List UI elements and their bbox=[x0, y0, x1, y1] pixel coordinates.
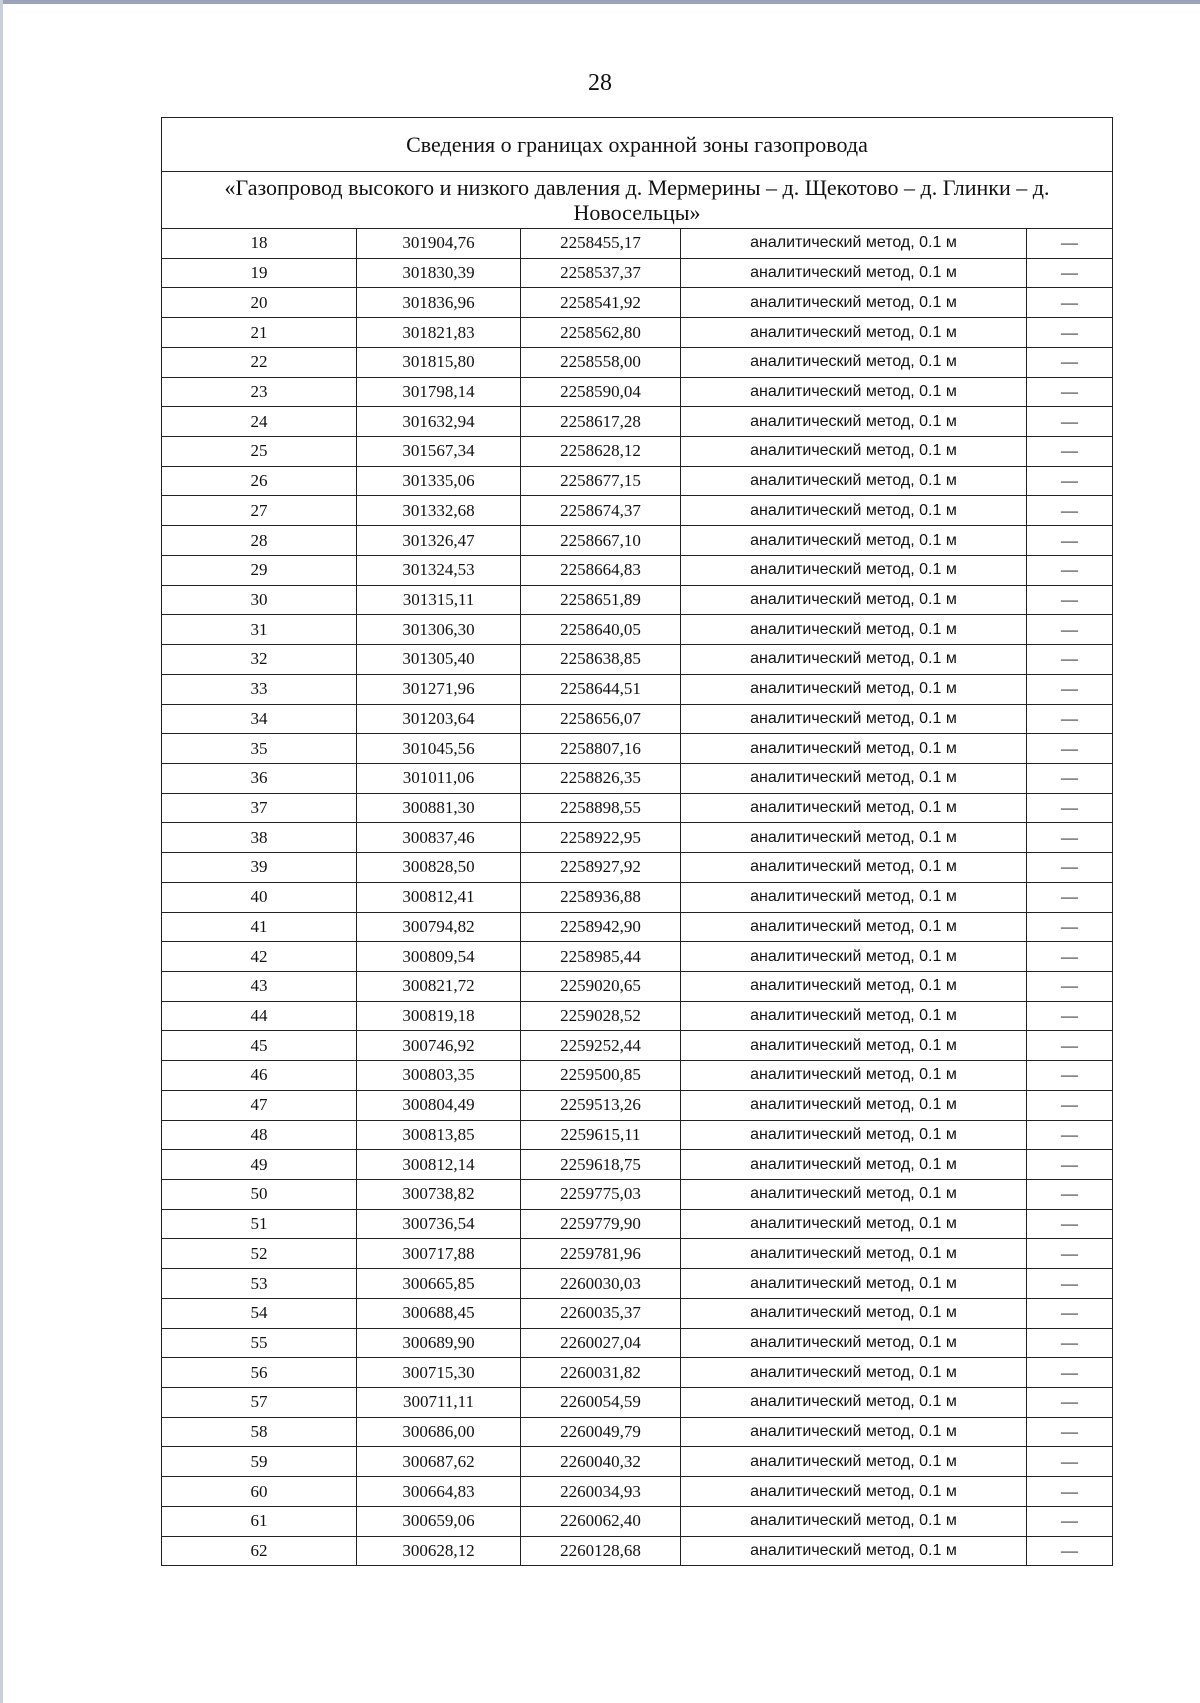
x-coordinate-cell: 300628,12 bbox=[357, 1536, 521, 1566]
method-cell: аналитический метод, 0.1 м bbox=[681, 1477, 1027, 1507]
table-row bbox=[162, 407, 1113, 437]
point-number-cell: 47 bbox=[162, 1090, 357, 1120]
method-cell: аналитический метод, 0.1 м bbox=[681, 318, 1027, 348]
table-row bbox=[162, 466, 1113, 496]
x-coordinate-cell: 300717,88 bbox=[357, 1239, 521, 1269]
x-coordinate-cell: 300837,46 bbox=[357, 823, 521, 853]
y-coordinate-cell: 2258927,92 bbox=[521, 853, 681, 883]
method-cell: аналитический метод, 0.1 м bbox=[681, 823, 1027, 853]
y-coordinate-cell: 2258644,51 bbox=[521, 674, 681, 704]
table-row bbox=[162, 1358, 1113, 1388]
y-coordinate-cell: 2258651,89 bbox=[521, 585, 681, 615]
x-coordinate-cell: 301830,39 bbox=[357, 258, 521, 288]
point-number-cell: 23 bbox=[162, 377, 357, 407]
note-cell: — bbox=[1027, 1477, 1113, 1507]
method-cell: аналитический метод, 0.1 м bbox=[681, 526, 1027, 556]
point-number-cell: 33 bbox=[162, 674, 357, 704]
y-coordinate-cell: 2258562,80 bbox=[521, 318, 681, 348]
method-cell: аналитический метод, 0.1 м bbox=[681, 1358, 1027, 1388]
note-cell: — bbox=[1027, 645, 1113, 675]
table-row bbox=[162, 1090, 1113, 1120]
point-number-cell: 43 bbox=[162, 971, 357, 1001]
point-number-cell: 45 bbox=[162, 1031, 357, 1061]
y-coordinate-cell: 2259781,96 bbox=[521, 1239, 681, 1269]
table-row bbox=[162, 496, 1113, 526]
point-number-cell: 53 bbox=[162, 1269, 357, 1299]
table-row bbox=[162, 1180, 1113, 1210]
y-coordinate-cell: 2259252,44 bbox=[521, 1031, 681, 1061]
note-cell: — bbox=[1027, 763, 1113, 793]
x-coordinate-cell: 301045,56 bbox=[357, 734, 521, 764]
y-coordinate-cell: 2259020,65 bbox=[521, 971, 681, 1001]
y-coordinate-cell: 2258558,00 bbox=[521, 347, 681, 377]
x-coordinate-cell: 301567,34 bbox=[357, 437, 521, 467]
table-row bbox=[162, 1120, 1113, 1150]
method-cell: аналитический метод, 0.1 м bbox=[681, 1447, 1027, 1477]
y-coordinate-cell: 2259028,52 bbox=[521, 1001, 681, 1031]
point-number-cell: 42 bbox=[162, 942, 357, 972]
x-coordinate-cell: 300809,54 bbox=[357, 942, 521, 972]
point-number-cell: 48 bbox=[162, 1120, 357, 1150]
y-coordinate-cell: 2260031,82 bbox=[521, 1358, 681, 1388]
table-row bbox=[162, 377, 1113, 407]
x-coordinate-cell: 300689,90 bbox=[357, 1328, 521, 1358]
note-cell: — bbox=[1027, 555, 1113, 585]
y-coordinate-cell: 2258590,04 bbox=[521, 377, 681, 407]
table-row bbox=[162, 585, 1113, 615]
x-coordinate-cell: 300736,54 bbox=[357, 1209, 521, 1239]
table-row bbox=[162, 615, 1113, 645]
method-cell: аналитический метод, 0.1 м bbox=[681, 1031, 1027, 1061]
method-cell: аналитический метод, 0.1 м bbox=[681, 1417, 1027, 1447]
x-coordinate-cell: 300687,62 bbox=[357, 1447, 521, 1477]
table-row bbox=[162, 793, 1113, 823]
note-cell: — bbox=[1027, 526, 1113, 556]
x-coordinate-cell: 301203,64 bbox=[357, 704, 521, 734]
method-cell: аналитический метод, 0.1 м bbox=[681, 1209, 1027, 1239]
method-cell: аналитический метод, 0.1 м bbox=[681, 793, 1027, 823]
point-number-cell: 32 bbox=[162, 645, 357, 675]
method-cell: аналитический метод, 0.1 м bbox=[681, 1001, 1027, 1031]
point-number-cell: 22 bbox=[162, 347, 357, 377]
point-number-cell: 35 bbox=[162, 734, 357, 764]
table-row bbox=[162, 318, 1113, 348]
y-coordinate-cell: 2258628,12 bbox=[521, 437, 681, 467]
scan-edge-top bbox=[0, 0, 1200, 4]
point-number-cell: 26 bbox=[162, 466, 357, 496]
point-number-cell: 51 bbox=[162, 1209, 357, 1239]
method-cell: аналитический метод, 0.1 м bbox=[681, 763, 1027, 793]
note-cell: — bbox=[1027, 1328, 1113, 1358]
method-cell: аналитический метод, 0.1 м bbox=[681, 942, 1027, 972]
note-cell: — bbox=[1027, 615, 1113, 645]
y-coordinate-cell: 2260030,03 bbox=[521, 1269, 681, 1299]
table-row bbox=[162, 1417, 1113, 1447]
note-cell: — bbox=[1027, 1031, 1113, 1061]
x-coordinate-cell: 300821,72 bbox=[357, 971, 521, 1001]
method-cell: аналитический метод, 0.1 м bbox=[681, 347, 1027, 377]
y-coordinate-cell: 2259618,75 bbox=[521, 1150, 681, 1180]
table-row bbox=[162, 1328, 1113, 1358]
x-coordinate-cell: 300665,85 bbox=[357, 1269, 521, 1299]
note-cell: — bbox=[1027, 912, 1113, 942]
y-coordinate-cell: 2260062,40 bbox=[521, 1506, 681, 1536]
point-number-cell: 62 bbox=[162, 1536, 357, 1566]
x-coordinate-cell: 301821,83 bbox=[357, 318, 521, 348]
point-number-cell: 61 bbox=[162, 1506, 357, 1536]
note-cell: — bbox=[1027, 1506, 1113, 1536]
table-row bbox=[162, 1209, 1113, 1239]
x-coordinate-cell: 301836,96 bbox=[357, 288, 521, 318]
x-coordinate-cell: 300813,85 bbox=[357, 1120, 521, 1150]
x-coordinate-cell: 300804,49 bbox=[357, 1090, 521, 1120]
note-cell: — bbox=[1027, 704, 1113, 734]
y-coordinate-cell: 2258664,83 bbox=[521, 555, 681, 585]
note-cell: — bbox=[1027, 1180, 1113, 1210]
note-cell: — bbox=[1027, 1298, 1113, 1328]
table-row bbox=[162, 1001, 1113, 1031]
y-coordinate-cell: 2259500,85 bbox=[521, 1061, 681, 1091]
method-cell: аналитический метод, 0.1 м bbox=[681, 555, 1027, 585]
table-row bbox=[162, 258, 1113, 288]
table-row bbox=[162, 734, 1113, 764]
y-coordinate-cell: 2260054,59 bbox=[521, 1388, 681, 1418]
method-cell: аналитический метод, 0.1 м bbox=[681, 853, 1027, 883]
x-coordinate-cell: 300688,45 bbox=[357, 1298, 521, 1328]
y-coordinate-cell: 2260040,32 bbox=[521, 1447, 681, 1477]
method-cell: аналитический метод, 0.1 м bbox=[681, 437, 1027, 467]
point-number-cell: 50 bbox=[162, 1180, 357, 1210]
point-number-cell: 41 bbox=[162, 912, 357, 942]
note-cell: — bbox=[1027, 734, 1113, 764]
point-number-cell: 59 bbox=[162, 1447, 357, 1477]
method-cell: аналитический метод, 0.1 м bbox=[681, 1506, 1027, 1536]
note-cell: — bbox=[1027, 1061, 1113, 1091]
x-coordinate-cell: 300812,41 bbox=[357, 882, 521, 912]
method-cell: аналитический метод, 0.1 м bbox=[681, 1328, 1027, 1358]
point-number-cell: 40 bbox=[162, 882, 357, 912]
point-number-cell: 39 bbox=[162, 853, 357, 883]
note-cell: — bbox=[1027, 377, 1113, 407]
y-coordinate-cell: 2259513,26 bbox=[521, 1090, 681, 1120]
method-cell: аналитический метод, 0.1 м bbox=[681, 1120, 1027, 1150]
point-number-cell: 52 bbox=[162, 1239, 357, 1269]
point-number-cell: 21 bbox=[162, 318, 357, 348]
point-number-cell: 25 bbox=[162, 437, 357, 467]
method-cell: аналитический метод, 0.1 м bbox=[681, 288, 1027, 318]
note-cell: — bbox=[1027, 229, 1113, 259]
method-cell: аналитический метод, 0.1 м bbox=[681, 674, 1027, 704]
table-row bbox=[162, 288, 1113, 318]
x-coordinate-cell: 300659,06 bbox=[357, 1506, 521, 1536]
scan-edge-left bbox=[0, 0, 3, 1703]
note-cell: — bbox=[1027, 407, 1113, 437]
table-title: Сведения о границах охранной зоны газопровода bbox=[162, 118, 1113, 172]
point-number-cell: 46 bbox=[162, 1061, 357, 1091]
y-coordinate-cell: 2258617,28 bbox=[521, 407, 681, 437]
method-cell: аналитический метод, 0.1 м bbox=[681, 466, 1027, 496]
x-coordinate-cell: 300664,83 bbox=[357, 1477, 521, 1507]
y-coordinate-cell: 2258638,85 bbox=[521, 645, 681, 675]
method-cell: аналитический метод, 0.1 м bbox=[681, 1061, 1027, 1091]
y-coordinate-cell: 2258942,90 bbox=[521, 912, 681, 942]
y-coordinate-cell: 2258677,15 bbox=[521, 466, 681, 496]
note-cell: — bbox=[1027, 1417, 1113, 1447]
note-cell: — bbox=[1027, 1150, 1113, 1180]
table-row bbox=[162, 942, 1113, 972]
y-coordinate-cell: 2260034,93 bbox=[521, 1477, 681, 1507]
method-cell: аналитический метод, 0.1 м bbox=[681, 1090, 1027, 1120]
y-coordinate-cell: 2258898,55 bbox=[521, 793, 681, 823]
point-number-cell: 30 bbox=[162, 585, 357, 615]
x-coordinate-cell: 300738,82 bbox=[357, 1180, 521, 1210]
point-number-cell: 49 bbox=[162, 1150, 357, 1180]
note-cell: — bbox=[1027, 853, 1113, 883]
note-cell: — bbox=[1027, 1001, 1113, 1031]
table-row bbox=[162, 823, 1113, 853]
point-number-cell: 56 bbox=[162, 1358, 357, 1388]
method-cell: аналитический метод, 0.1 м bbox=[681, 1298, 1027, 1328]
x-coordinate-cell: 300746,92 bbox=[357, 1031, 521, 1061]
point-number-cell: 19 bbox=[162, 258, 357, 288]
table-row bbox=[162, 1269, 1113, 1299]
table-subtitle: «Газопровод высокого и низкого давления д. Мермерины – д. Щекотово – д. Глинки – д. Новосельцы» bbox=[162, 172, 1113, 229]
note-cell: — bbox=[1027, 258, 1113, 288]
note-cell: — bbox=[1027, 347, 1113, 377]
table-row bbox=[162, 1447, 1113, 1477]
point-number-cell: 58 bbox=[162, 1417, 357, 1447]
y-coordinate-cell: 2258640,05 bbox=[521, 615, 681, 645]
y-coordinate-cell: 2258826,35 bbox=[521, 763, 681, 793]
note-cell: — bbox=[1027, 1209, 1113, 1239]
method-cell: аналитический метод, 0.1 м bbox=[681, 1239, 1027, 1269]
x-coordinate-cell: 301326,47 bbox=[357, 526, 521, 556]
note-cell: — bbox=[1027, 318, 1113, 348]
point-number-cell: 34 bbox=[162, 704, 357, 734]
table-row bbox=[162, 1239, 1113, 1269]
point-number-cell: 29 bbox=[162, 555, 357, 585]
note-cell: — bbox=[1027, 585, 1113, 615]
table-row bbox=[162, 1061, 1113, 1091]
note-cell: — bbox=[1027, 823, 1113, 853]
point-number-cell: 37 bbox=[162, 793, 357, 823]
x-coordinate-cell: 300794,82 bbox=[357, 912, 521, 942]
method-cell: аналитический метод, 0.1 м bbox=[681, 407, 1027, 437]
note-cell: — bbox=[1027, 1447, 1113, 1477]
note-cell: — bbox=[1027, 793, 1113, 823]
point-number-cell: 31 bbox=[162, 615, 357, 645]
method-cell: аналитический метод, 0.1 м bbox=[681, 229, 1027, 259]
x-coordinate-cell: 301305,40 bbox=[357, 645, 521, 675]
x-coordinate-cell: 301632,94 bbox=[357, 407, 521, 437]
method-cell: аналитический метод, 0.1 м bbox=[681, 704, 1027, 734]
table-row bbox=[162, 526, 1113, 556]
table-row bbox=[162, 971, 1113, 1001]
method-cell: аналитический метод, 0.1 м bbox=[681, 645, 1027, 675]
note-cell: — bbox=[1027, 1269, 1113, 1299]
table-row bbox=[162, 704, 1113, 734]
point-number-cell: 24 bbox=[162, 407, 357, 437]
table-row bbox=[162, 229, 1113, 259]
note-cell: — bbox=[1027, 1090, 1113, 1120]
method-cell: аналитический метод, 0.1 м bbox=[681, 496, 1027, 526]
note-cell: — bbox=[1027, 496, 1113, 526]
y-coordinate-cell: 2258936,88 bbox=[521, 882, 681, 912]
method-cell: аналитический метод, 0.1 м bbox=[681, 615, 1027, 645]
note-cell: — bbox=[1027, 942, 1113, 972]
method-cell: аналитический метод, 0.1 м bbox=[681, 585, 1027, 615]
note-cell: — bbox=[1027, 1536, 1113, 1566]
table-row bbox=[162, 1298, 1113, 1328]
note-cell: — bbox=[1027, 288, 1113, 318]
point-number-cell: 18 bbox=[162, 229, 357, 259]
y-coordinate-cell: 2258807,16 bbox=[521, 734, 681, 764]
method-cell: аналитический метод, 0.1 м bbox=[681, 1388, 1027, 1418]
y-coordinate-cell: 2258455,17 bbox=[521, 229, 681, 259]
coordinates-table bbox=[161, 117, 1113, 1566]
table-row bbox=[162, 555, 1113, 585]
note-cell: — bbox=[1027, 1120, 1113, 1150]
method-cell: аналитический метод, 0.1 м bbox=[681, 377, 1027, 407]
x-coordinate-cell: 300715,30 bbox=[357, 1358, 521, 1388]
method-cell: аналитический метод, 0.1 м bbox=[681, 971, 1027, 1001]
point-number-cell: 57 bbox=[162, 1388, 357, 1418]
x-coordinate-cell: 300819,18 bbox=[357, 1001, 521, 1031]
table-row bbox=[162, 645, 1113, 675]
y-coordinate-cell: 2259615,11 bbox=[521, 1120, 681, 1150]
point-number-cell: 20 bbox=[162, 288, 357, 318]
note-cell: — bbox=[1027, 882, 1113, 912]
x-coordinate-cell: 301011,06 bbox=[357, 763, 521, 793]
table-row bbox=[162, 1031, 1113, 1061]
table-row bbox=[162, 347, 1113, 377]
table-row bbox=[162, 437, 1113, 467]
point-number-cell: 36 bbox=[162, 763, 357, 793]
x-coordinate-cell: 300828,50 bbox=[357, 853, 521, 883]
x-coordinate-cell: 300711,11 bbox=[357, 1388, 521, 1418]
note-cell: — bbox=[1027, 674, 1113, 704]
point-number-cell: 44 bbox=[162, 1001, 357, 1031]
note-cell: — bbox=[1027, 437, 1113, 467]
table-row bbox=[162, 674, 1113, 704]
note-cell: — bbox=[1027, 1388, 1113, 1418]
y-coordinate-cell: 2258985,44 bbox=[521, 942, 681, 972]
x-coordinate-cell: 301335,06 bbox=[357, 466, 521, 496]
method-cell: аналитический метод, 0.1 м bbox=[681, 1150, 1027, 1180]
point-number-cell: 27 bbox=[162, 496, 357, 526]
x-coordinate-cell: 301815,80 bbox=[357, 347, 521, 377]
table-row bbox=[162, 1477, 1113, 1507]
method-cell: аналитический метод, 0.1 м bbox=[681, 1180, 1027, 1210]
x-coordinate-cell: 301324,53 bbox=[357, 555, 521, 585]
point-number-cell: 28 bbox=[162, 526, 357, 556]
y-coordinate-cell: 2260049,79 bbox=[521, 1417, 681, 1447]
table-row bbox=[162, 1506, 1113, 1536]
point-number-cell: 54 bbox=[162, 1298, 357, 1328]
x-coordinate-cell: 300803,35 bbox=[357, 1061, 521, 1091]
method-cell: аналитический метод, 0.1 м bbox=[681, 1269, 1027, 1299]
point-number-cell: 60 bbox=[162, 1477, 357, 1507]
note-cell: — bbox=[1027, 466, 1113, 496]
y-coordinate-cell: 2260035,37 bbox=[521, 1298, 681, 1328]
y-coordinate-cell: 2258667,10 bbox=[521, 526, 681, 556]
x-coordinate-cell: 301306,30 bbox=[357, 615, 521, 645]
note-cell: — bbox=[1027, 1239, 1113, 1269]
note-cell: — bbox=[1027, 1358, 1113, 1388]
method-cell: аналитический метод, 0.1 м bbox=[681, 882, 1027, 912]
method-cell: аналитический метод, 0.1 м bbox=[681, 258, 1027, 288]
table-body bbox=[162, 229, 1113, 1566]
table-row bbox=[162, 882, 1113, 912]
x-coordinate-cell: 301798,14 bbox=[357, 377, 521, 407]
y-coordinate-cell: 2260128,68 bbox=[521, 1536, 681, 1566]
y-coordinate-cell: 2258674,37 bbox=[521, 496, 681, 526]
method-cell: аналитический метод, 0.1 м bbox=[681, 1536, 1027, 1566]
x-coordinate-cell: 300812,14 bbox=[357, 1150, 521, 1180]
point-number-cell: 38 bbox=[162, 823, 357, 853]
y-coordinate-cell: 2260027,04 bbox=[521, 1328, 681, 1358]
x-coordinate-cell: 300686,00 bbox=[357, 1417, 521, 1447]
table-row bbox=[162, 1536, 1113, 1566]
y-coordinate-cell: 2258922,95 bbox=[521, 823, 681, 853]
x-coordinate-cell: 301904,76 bbox=[357, 229, 521, 259]
x-coordinate-cell: 301315,11 bbox=[357, 585, 521, 615]
note-cell: — bbox=[1027, 971, 1113, 1001]
y-coordinate-cell: 2258656,07 bbox=[521, 704, 681, 734]
point-number-cell: 55 bbox=[162, 1328, 357, 1358]
method-cell: аналитический метод, 0.1 м bbox=[681, 734, 1027, 764]
y-coordinate-cell: 2259779,90 bbox=[521, 1209, 681, 1239]
y-coordinate-cell: 2258537,37 bbox=[521, 258, 681, 288]
x-coordinate-cell: 301271,96 bbox=[357, 674, 521, 704]
page-number: 28 bbox=[588, 70, 612, 96]
x-coordinate-cell: 300881,30 bbox=[357, 793, 521, 823]
table-row bbox=[162, 763, 1113, 793]
table-row bbox=[162, 1150, 1113, 1180]
method-cell: аналитический метод, 0.1 м bbox=[681, 912, 1027, 942]
table-row bbox=[162, 912, 1113, 942]
y-coordinate-cell: 2259775,03 bbox=[521, 1180, 681, 1210]
y-coordinate-cell: 2258541,92 bbox=[521, 288, 681, 318]
x-coordinate-cell: 301332,68 bbox=[357, 496, 521, 526]
table-row bbox=[162, 1388, 1113, 1418]
table-row bbox=[162, 853, 1113, 883]
